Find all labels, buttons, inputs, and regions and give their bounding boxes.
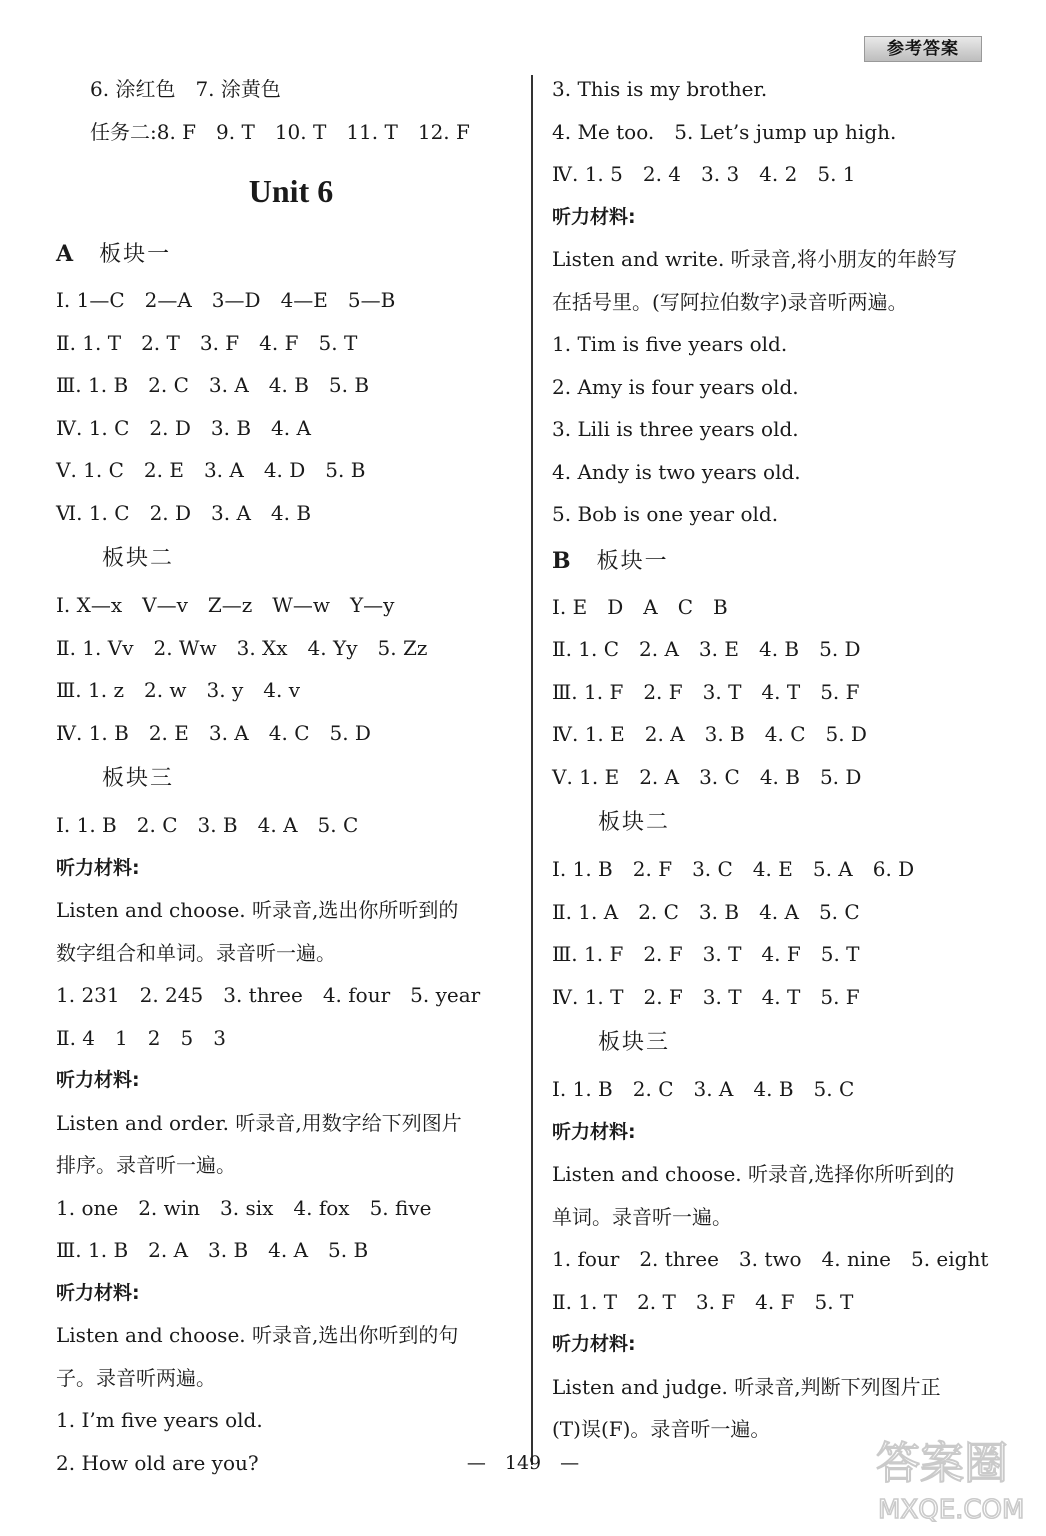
answer-line: 任务二:8. F 9. T 10. T 11. T 12. F [90, 119, 470, 144]
answer-line: Listen and choose. 听录音,选出你所听到的 [56, 898, 459, 922]
listening-material-label: 听力材料: [552, 205, 636, 228]
answer-line: 数字组合和单词。录音听一遍。 [56, 940, 336, 965]
watermark-logo [872, 1420, 1032, 1528]
subsection-heading: 板块二 [102, 546, 175, 571]
answer-line: Ⅳ. 1. C 2. D 3. B 4. A [56, 415, 311, 440]
answer-line: Listen and choose. 听录音,选择你所听到的 [552, 1162, 955, 1186]
answer-line: 2. Amy is four years old. [552, 374, 799, 399]
answer-line: 3. This is my brother. [552, 77, 768, 101]
section-letter: B [552, 547, 573, 574]
answer-line: Ⅴ. 1. C 2. E 3. A 4. D 5. B [56, 458, 366, 482]
answer-line: Listen and choose. 听录音,选出你听到的句 [56, 1323, 459, 1347]
watermark-url: MXQE.COM [878, 1495, 1025, 1525]
answer-line: 子。录音听两遍。 [56, 1365, 216, 1390]
answer-line: Ⅰ. X—x V—v Z—z W—w Y—y [56, 593, 395, 617]
answer-line: 5. Bob is one year old. [552, 502, 779, 526]
answer-line: Ⅳ. 1. E 2. A 3. B 4. C 5. D [552, 722, 867, 746]
answer-line: Ⅱ. 1. C 2. A 3. E 4. B 5. D [552, 637, 861, 661]
listening-material-label: 听力材料: [56, 1069, 140, 1091]
section-letter: A [56, 241, 76, 267]
answer-line: 在括号里。(写阿拉伯数字)录音听两遍。 [552, 289, 908, 314]
left-column [56, 68, 526, 1484]
answer-line: Ⅱ. 1. T 2. T 3. F 4. F 5. T [56, 330, 358, 355]
answer-line: 4. Andy is two years old. [552, 459, 801, 484]
subsection-heading: 板块三 [102, 766, 175, 791]
answer-line: 1. four 2. three 3. two 4. nine 5. eight [552, 1247, 989, 1271]
listening-material-label: 听力材料: [56, 1281, 140, 1304]
answer-line: Ⅰ. 1. B 2. F 3. C 4. E 5. A 6. D [552, 857, 915, 881]
section-title: 板块一 [99, 242, 172, 267]
answer-line: Ⅳ. 1. T 2. F 3. T 4. T 5. F [552, 984, 860, 1009]
subsection-heading: 板块三 [598, 1030, 671, 1055]
answer-line: 1. one 2. win 3. six 4. fox 5. five [56, 1195, 432, 1220]
answer-line: (T)误(F)。录音听一遍。 [552, 1417, 771, 1441]
right-column [552, 68, 1022, 1451]
answer-line: 1. Tim is five years old. [552, 332, 788, 356]
answer-line: 3. Lili is three years old. [552, 417, 799, 441]
section-heading [56, 229, 526, 279]
column-divider [531, 75, 533, 1465]
answer-line: Ⅲ. 1. z 2. w 3. y 4. v [56, 678, 301, 702]
answer-line: Ⅳ. 1. B 2. E 3. A 4. C 5. D [56, 720, 371, 745]
answer-line: Ⅲ. 1. F 2. F 3. T 4. T 5. F [552, 679, 860, 704]
answer-line: Ⅴ. 1. E 2. A 3. C 4. B 5. D [552, 764, 862, 789]
answer-line: Listen and judge. 听录音,判断下列图片正 [552, 1374, 941, 1399]
answer-line: Ⅲ. 1. B 2. C 3. A 4. B 5. B [56, 373, 370, 397]
listening-material-label: 听力材料: [552, 1120, 636, 1143]
answer-line: Ⅰ. E D A C B [552, 594, 728, 619]
answer-line: 1. I’m five years old. [56, 1408, 263, 1432]
answer-line: Ⅱ. 4 1 2 5 3 [56, 1025, 226, 1050]
listening-material-label: 听力材料: [56, 856, 140, 879]
answer-line: Ⅱ. 1. T 2. T 3. F 4. F 5. T [552, 1289, 854, 1314]
answer-line: Ⅰ. 1. B 2. C 3. A 4. B 5. C [552, 1077, 855, 1101]
answer-line: 排序。录音听一遍。 [56, 1153, 236, 1177]
answer-line: Ⅲ. 1. B 2. A 3. B 4. A 5. B [56, 1238, 369, 1262]
listening-material-label: 听力材料: [552, 1333, 636, 1355]
subsection-heading: 板块二 [598, 810, 671, 835]
section-heading [552, 536, 1022, 586]
answer-line: Listen and order. 听录音,用数字给下列图片 [56, 1110, 462, 1135]
answer-line: 1. 231 2. 245 3. three 4. four 5. year [56, 983, 481, 1007]
answer-line: Ⅵ. 1. C 2. D 3. A 4. B [56, 500, 312, 525]
watermark-glyphs: 答案圈 [876, 1438, 1008, 1489]
answer-line: 6. 涂红色 7. 涂黄色 [90, 77, 281, 101]
answer-line: Ⅰ. 1. B 2. C 3. B 4. A 5. C [56, 813, 359, 837]
page-number: — 149 — [466, 1452, 580, 1474]
answer-line: Ⅰ. 1—C 2—A 3—D 4—E 5—B [56, 288, 396, 312]
unit-title: Unit 6 [248, 173, 334, 209]
answer-line: Ⅲ. 1. F 2. F 3. T 4. F 5. T [552, 942, 860, 966]
answer-line: Ⅱ. 1. Vv 2. Ww 3. Xx 4. Yy 5. Zz [56, 635, 428, 660]
answer-line: 4. Me too. 5. Let’s jump up high. [552, 119, 897, 144]
section-title: 板块一 [596, 548, 669, 574]
answer-line: 2. How old are you? [56, 1450, 259, 1475]
answer-line: Ⅱ. 1. A 2. C 3. B 4. A 5. C [552, 899, 860, 924]
answer-line: Ⅳ. 1. 5 2. 4 3. 3 4. 2 5. 1 [552, 162, 856, 186]
answer-key-badge: 参考答案 [864, 36, 982, 62]
answer-line: 单词。录音听一遍。 [552, 1204, 732, 1229]
answer-line: Listen and write. 听录音,将小朋友的年龄写 [552, 247, 958, 271]
